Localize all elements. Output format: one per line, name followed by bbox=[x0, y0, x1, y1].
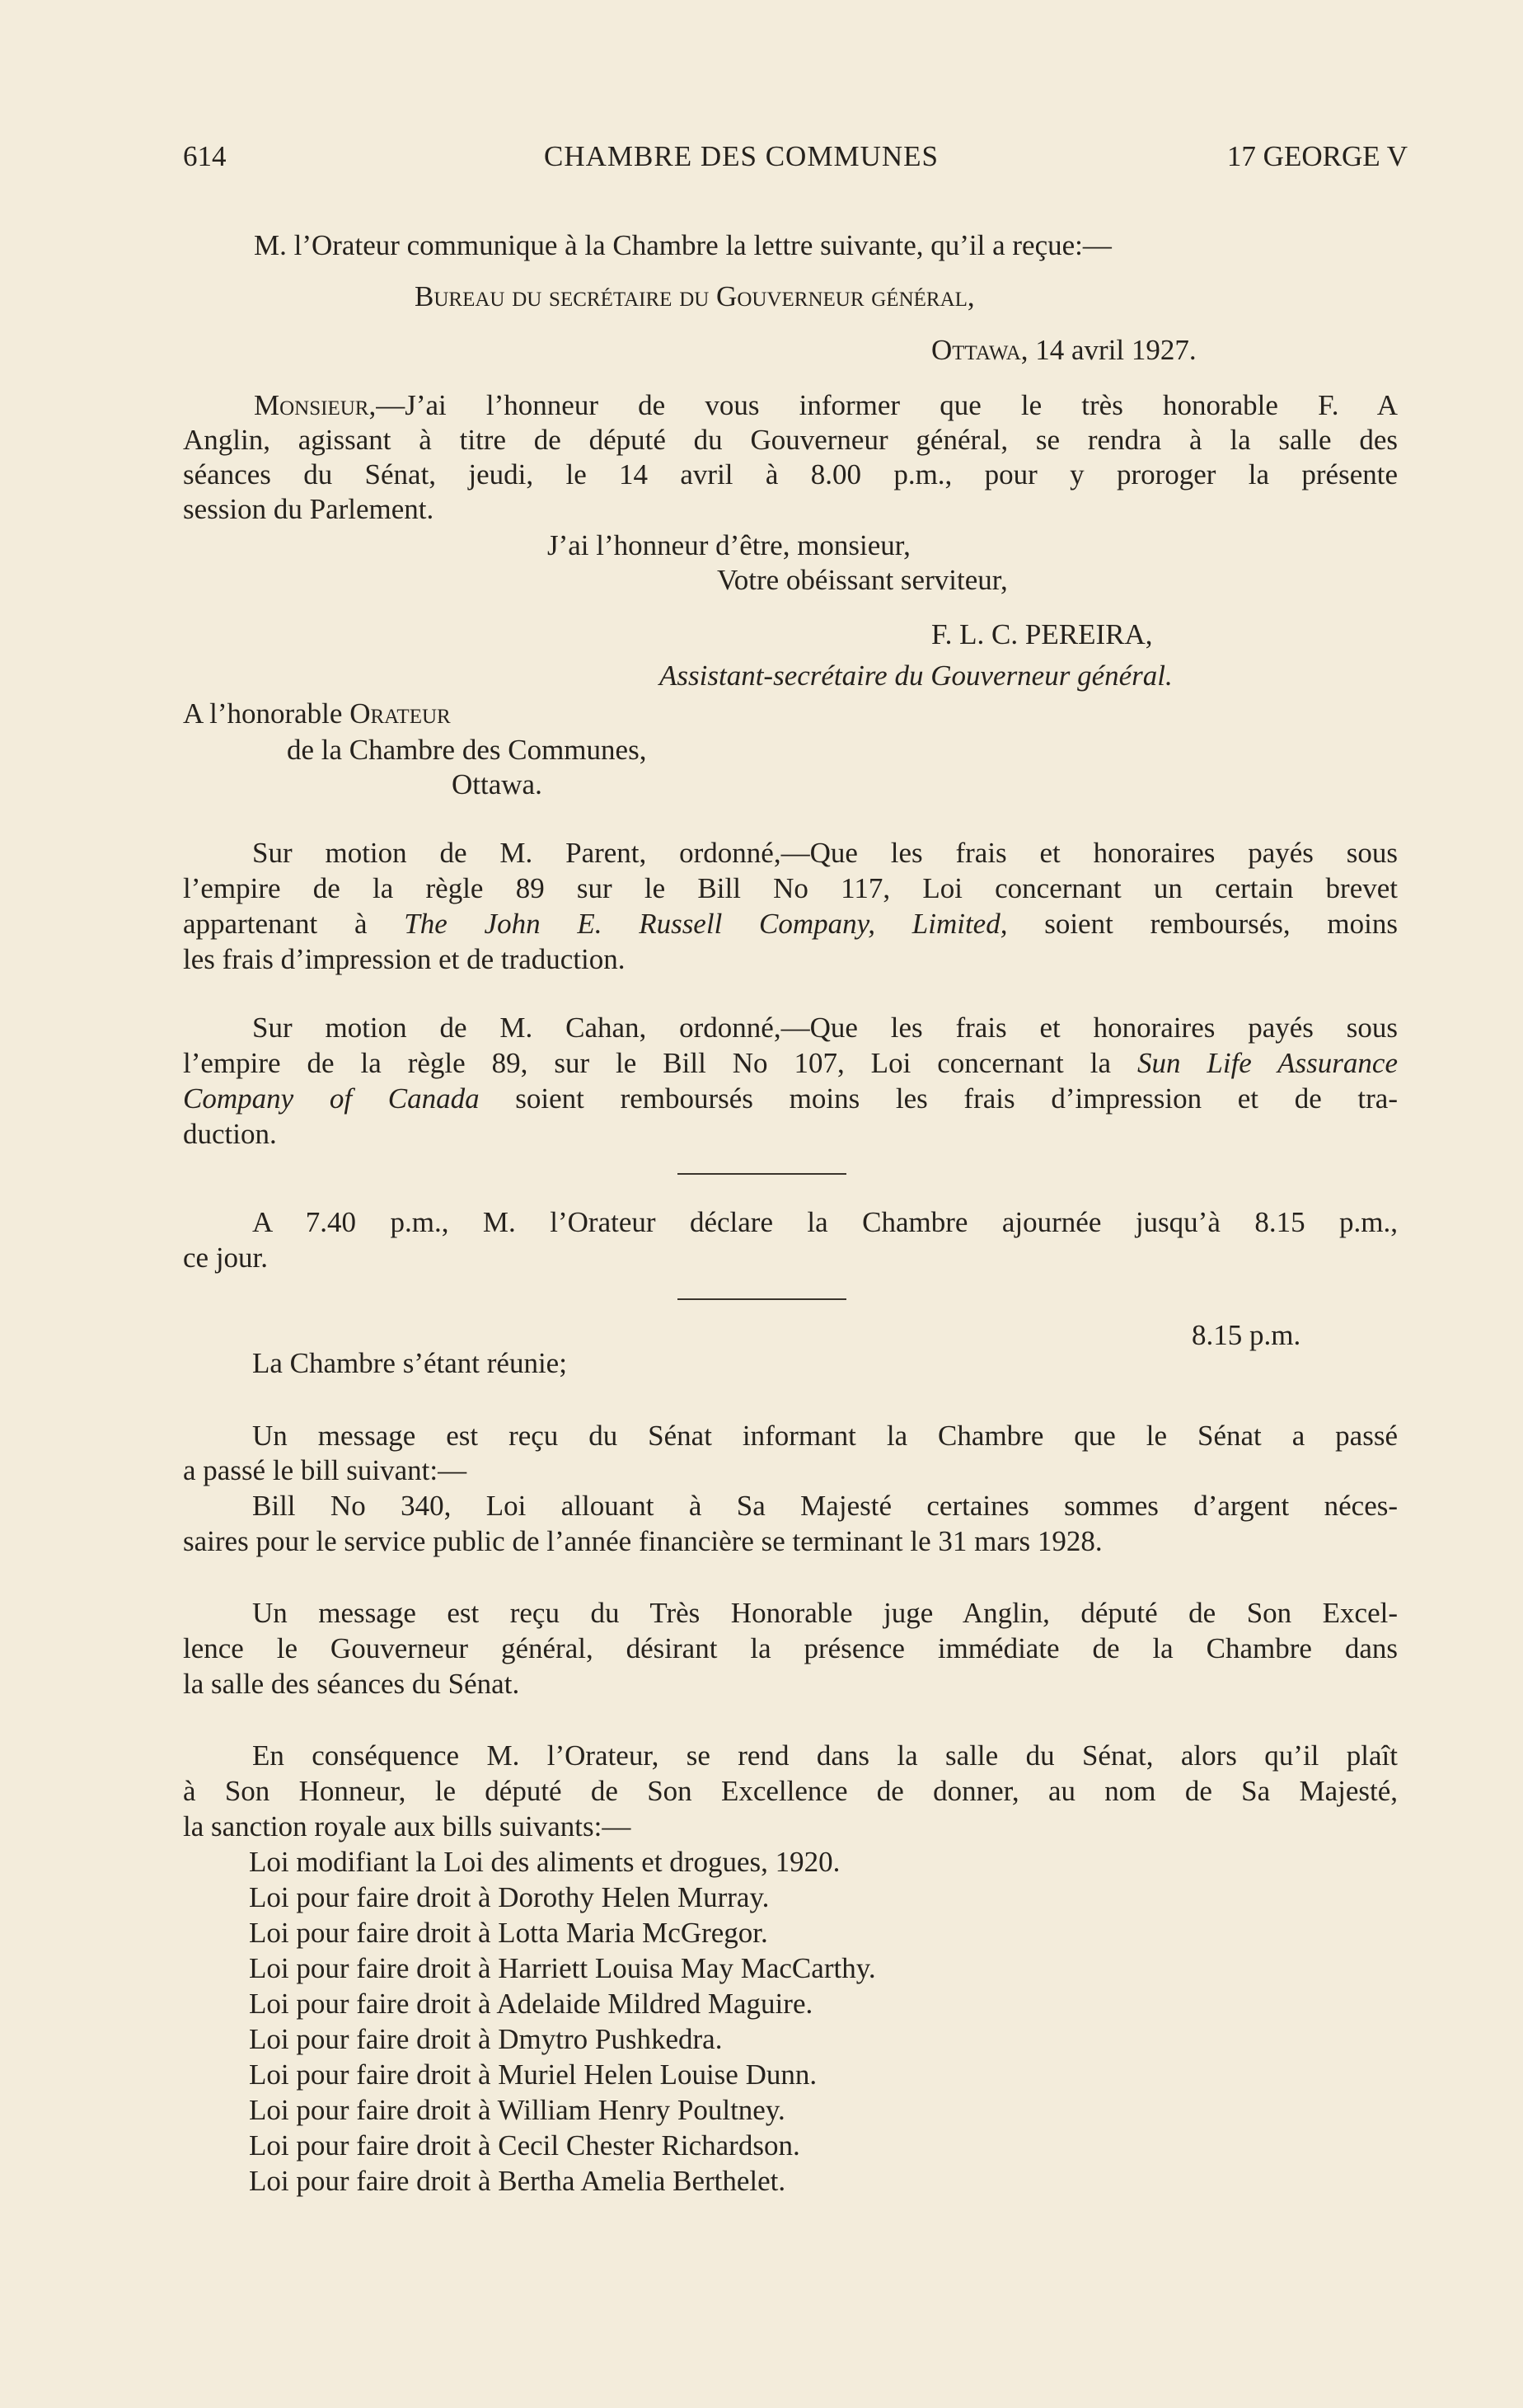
motion-cahan-line-1: Sur motion de M. Cahan, ordonné,—Que les frais et honoraires payés sous bbox=[252, 1012, 1398, 1044]
motion-parent-line-1: Sur motion de M. Parent, ordonné,—Que les frais et honoraires payés sous bbox=[252, 837, 1398, 869]
assent-bill-item: Loi pour faire droit à Dorothy Helen Murray. bbox=[249, 1881, 770, 1913]
letter-body-line-3: séances du Sénat, jeudi, le 14 avril à 8.00 p.m., pour y proroger la présente bbox=[183, 458, 1398, 491]
motion-cahan-line-4: duction. bbox=[183, 1118, 277, 1150]
assent-bill-item: Loi pour faire droit à Adelaide Mildred Maguire. bbox=[249, 1988, 813, 2020]
letter-body-line-1: Monsieur,—J’ai l’honneur de vous informer que le très honorable F. A bbox=[254, 389, 1398, 421]
letter-closing-1: J’ai l’honneur d’être, monsieur, bbox=[547, 529, 911, 561]
letter-body-line-2: Anglin, agissant à titre de député du Gouverneur général, se rendra à la salle des bbox=[183, 424, 1398, 456]
motion-cahan-line-2: l’empire de la règle 89, sur le Bill No 107, Loi concernant la Sun Life Assurance bbox=[183, 1047, 1398, 1079]
adjournment-line-2: ce jour. bbox=[183, 1242, 269, 1274]
senate-message-line-1: Un message est reçu du Sénat informant la Chambre que le Sénat a passé bbox=[252, 1420, 1398, 1452]
company-name: Company of Canada bbox=[183, 1082, 480, 1115]
letter-body-line-4: session du Parlement. bbox=[183, 493, 434, 525]
regnal-year: 17 GEORGE V bbox=[1226, 140, 1408, 172]
anglin-message-line-2: lence le Gouverneur général, désirant la présence immédiate de la Chambre dans bbox=[183, 1632, 1398, 1664]
letter-salutation: Monsieur, bbox=[254, 389, 377, 421]
running-title: CHAMBRE DES COMMUNES bbox=[544, 140, 939, 172]
assent-bill-item: Loi pour faire droit à Lotta Maria McGregor. bbox=[249, 1917, 768, 1949]
adjournment-line-1: A 7.40 p.m., M. l’Orateur déclare la Chambre ajournée jusqu’à 8.15 p.m., bbox=[252, 1206, 1398, 1238]
assent-bill-item: Loi pour faire droit à Cecil Chester Richardson. bbox=[249, 2129, 800, 2162]
assent-line-2: à Son Honneur, le député de Son Excellence de donner, au nom de Sa Majesté, bbox=[183, 1775, 1398, 1807]
letter-date: 14 avril 1927. bbox=[1035, 334, 1197, 366]
assent-bill-item: Loi pour faire droit à Harriett Louisa May MacCarthy. bbox=[249, 1952, 876, 1984]
addressee-line-1: A l’honorable Orateur bbox=[183, 697, 451, 730]
letter-dateline bbox=[931, 332, 1197, 368]
section-divider bbox=[677, 1298, 846, 1300]
letter-office: Bureau du secrétaire du Gouverneur général, bbox=[415, 280, 975, 312]
letter-intro: M. l’Orateur communique à la Chambre la lettre suivante, qu’il a reçue:— bbox=[254, 229, 1112, 261]
letter-closing-2: Votre obéissant serviteur, bbox=[717, 564, 1008, 596]
resumption-text: La Chambre s’étant réunie; bbox=[252, 1347, 567, 1379]
assent-line-3: la sanction royale aux bills suivants:— bbox=[183, 1810, 631, 1842]
assent-bill-item: Loi pour faire droit à William Henry Poultney. bbox=[249, 2094, 785, 2126]
assent-bill-item: Loi modifiant la Loi des aliments et drogues, 1920. bbox=[249, 1846, 841, 1878]
motion-cahan-line-3: Company of Canada soient remboursés moins les frais d’impression et de tra- bbox=[183, 1082, 1398, 1115]
addressee-line-2: de la Chambre des Communes, bbox=[287, 734, 647, 766]
motion-parent-line-2: l’empire de la règle 89 sur le Bill No 117, Loi concernant un certain brevet bbox=[183, 872, 1398, 904]
letter-signatory: F. L. C. PEREIRA, bbox=[931, 618, 1153, 650]
motion-parent-line-4: les frais d’impression et de traduction. bbox=[183, 943, 626, 975]
section-divider bbox=[677, 1173, 846, 1175]
assent-bill-item: Loi pour faire droit à Dmytro Pushkedra. bbox=[249, 2023, 723, 2055]
letter-signatory-title: Assistant-secrétaire du Gouverneur général. bbox=[659, 660, 1173, 692]
anglin-message-line-3: la salle des séances du Sénat. bbox=[183, 1668, 520, 1700]
senate-bill-line-2: saires pour le service public de l’année financière se terminant le 31 mars 1928. bbox=[183, 1525, 1103, 1557]
senate-message-line-2: a passé le bill suivant:— bbox=[183, 1454, 467, 1486]
page-number: 614 bbox=[183, 140, 227, 172]
assent-line-1: En conséquence M. l’Orateur, se rend dans la salle du Sénat, alors qu’il plaît bbox=[252, 1739, 1398, 1772]
resumption-time: 8.15 p.m. bbox=[1192, 1319, 1301, 1351]
assent-bill-item: Loi pour faire droit à Muriel Helen Louise Dunn. bbox=[249, 2058, 818, 2091]
assent-bill-item: Loi pour faire droit à Bertha Amelia Berthelet. bbox=[249, 2165, 786, 2197]
company-name: Sun Life Assurance bbox=[1136, 1047, 1398, 1079]
company-name: The John E. Russell Company, Limited, bbox=[404, 908, 1008, 940]
anglin-message-line-1: Un message est reçu du Très Honorable juge Anglin, député de Son Excel- bbox=[252, 1597, 1398, 1629]
motion-parent-line-3: appartenant à The John E. Russell Company, Limited, soient remboursés, moins bbox=[183, 908, 1398, 940]
addressee-line-3: Ottawa. bbox=[452, 768, 542, 800]
senate-bill-line-1: Bill No 340, Loi allouant à Sa Majesté certaines sommes d’argent néces- bbox=[252, 1490, 1398, 1522]
letter-place: Ottawa, bbox=[931, 334, 1029, 366]
